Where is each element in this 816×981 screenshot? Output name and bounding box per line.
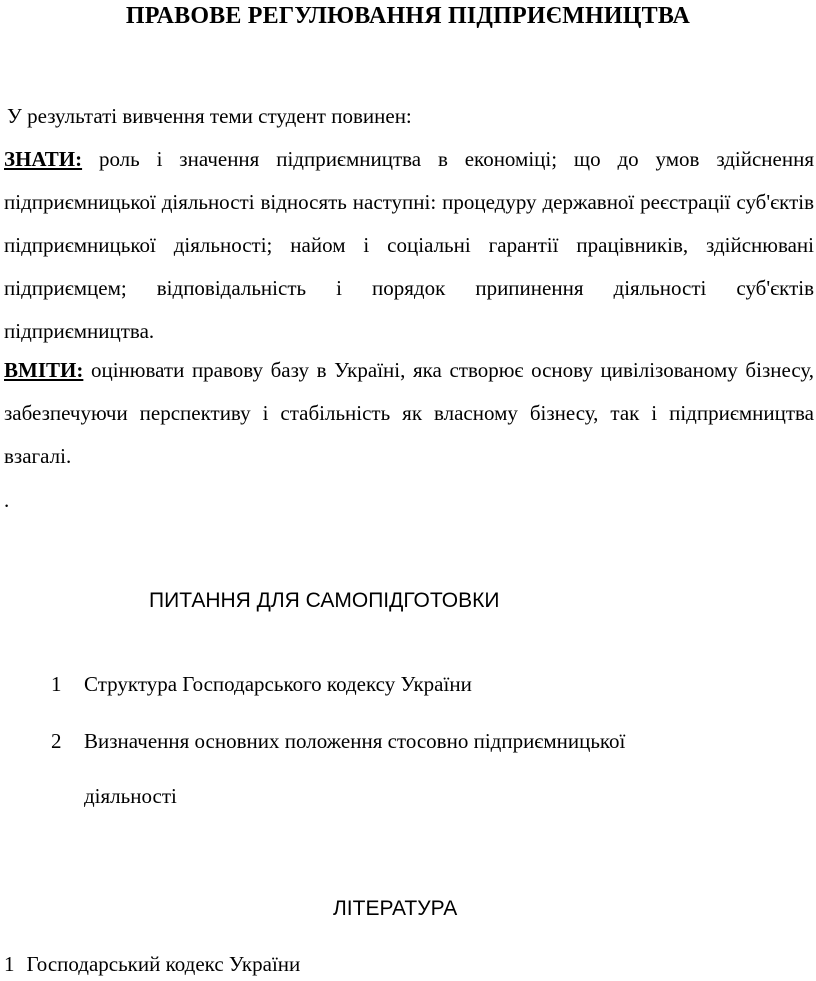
question-number: 1 <box>51 672 62 696</box>
question-text-continuation: діяльності <box>84 784 177 808</box>
document-title: ПРАВОВЕ РЕГУЛЮВАННЯ ПІДПРИЄМНИЦТВА <box>125 3 691 29</box>
literature-item <box>4 952 300 977</box>
literature-number: 1 <box>4 952 15 976</box>
question-text: Структура Господарського кодексу України <box>84 672 472 696</box>
know-label: ЗНАТИ: <box>4 147 83 171</box>
literature-text: Господарський кодекс України <box>26 952 301 976</box>
can-text: оцінювати правову базу в Україні, яка створює основу цивілізованому бізнесу, забезпечуючи перспективу і стабільність як власному бізнесу, так і підприємництва взагалі. <box>4 358 815 468</box>
know-paragraph <box>4 138 814 353</box>
intro-text: У результаті вивчення теми студент повинен: <box>7 104 412 128</box>
can-label: ВМІТИ: <box>4 358 84 382</box>
literature-heading: ЛІТЕРАТУРА <box>333 897 458 920</box>
separator-dot: . <box>4 488 10 512</box>
know-text: роль і значення підприємництва в економіці; що до умов здійснення підприємницької діяльності відносять наступні: процедуру державної реєстрації суб'єктів підприємницької діяльності; найом і соціальні гарантії працівників, здійснювані підприємцем; відповідальність і порядок припинення діяльності суб'єктів підприємництва. <box>4 147 815 343</box>
question-number: 2 <box>51 729 62 753</box>
question-text: Визначення основних положення стосовно підприємницької <box>84 729 626 753</box>
can-paragraph <box>4 349 814 478</box>
questions-heading: ПИТАННЯ ДЛЯ САМОПІДГОТОВКИ <box>149 589 500 612</box>
